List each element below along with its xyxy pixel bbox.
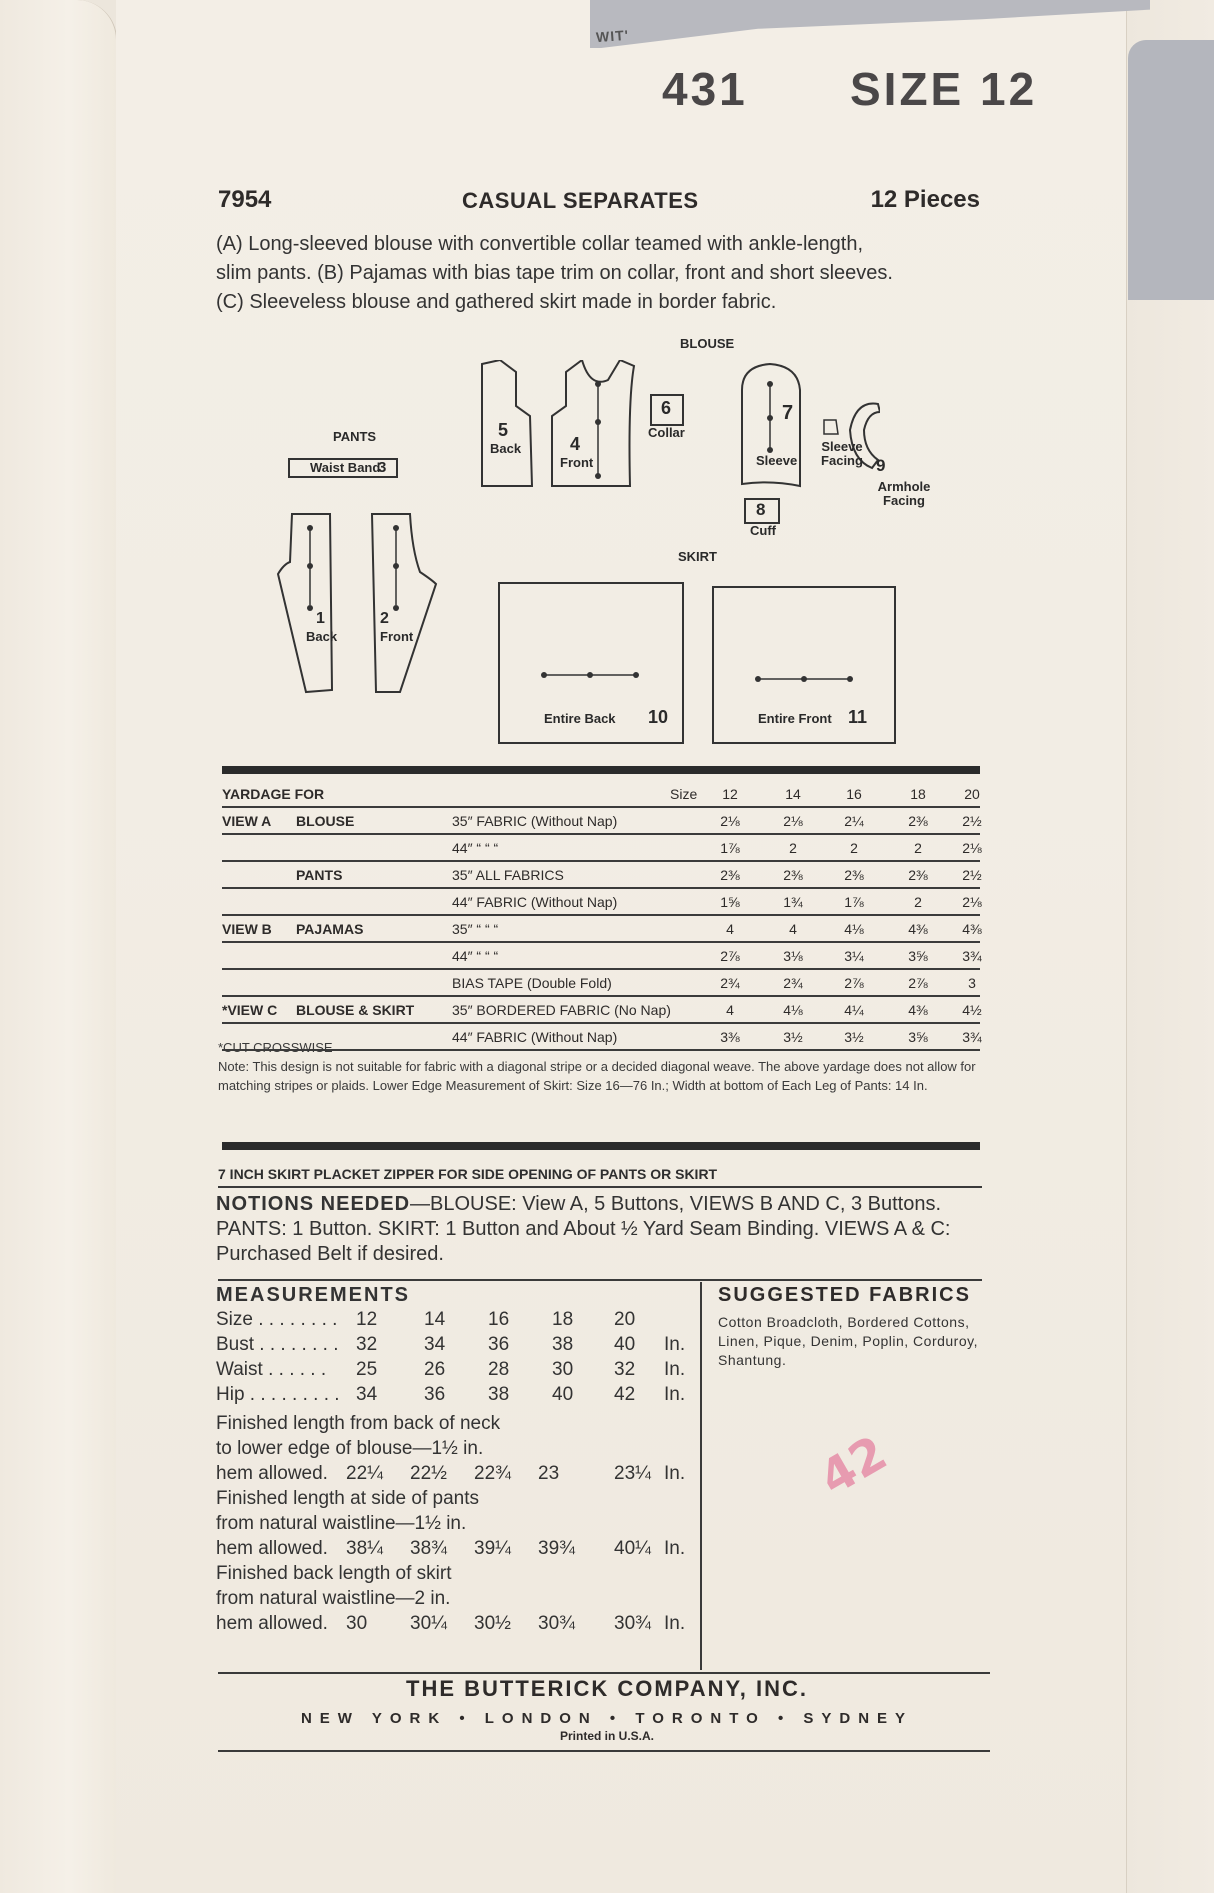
pattern-number: 7954 [218, 186, 272, 213]
length-desc: from natural waistline—1½ in. [216, 1513, 467, 1534]
measurement-value: 26 [424, 1359, 446, 1380]
measurement-value: 25 [356, 1359, 378, 1380]
measurement-value: 36 [488, 1334, 510, 1355]
pattern-description [216, 230, 986, 317]
yardage-header-label: YARDAGE FOR [222, 786, 325, 802]
yardage-value: 4⅜ [962, 921, 982, 937]
measurements-chart [216, 1284, 696, 1638]
yardage-value: 2⅛ [720, 813, 740, 829]
piece-waist-band [288, 458, 398, 478]
measurement-value: 39¾ [538, 1538, 575, 1559]
section-divider [222, 766, 980, 774]
yardage-value: 3⅜ [720, 1029, 740, 1045]
garment-label: BLOUSE & SKIRT [296, 1002, 415, 1018]
yardage-value: 4½ [962, 1002, 982, 1018]
measurement-unit: In. [664, 1334, 686, 1355]
yardage-value: 2¾ [720, 975, 740, 991]
measurement-value: 14 [424, 1309, 446, 1330]
piece-label: Front [380, 629, 414, 644]
length-desc: Finished length from back of neck [216, 1413, 501, 1434]
measurement-value: 30¼ [410, 1613, 447, 1634]
yardage-row [222, 943, 980, 970]
piece-number: 8 [756, 500, 766, 519]
piece-skirt-front [712, 586, 896, 744]
size-col: 16 [846, 786, 862, 802]
yardage-value: 2⅛ [962, 840, 982, 856]
section-label-blouse: BLOUSE [680, 336, 735, 351]
size-col: 18 [910, 786, 926, 802]
measurement-value: 38¼ [346, 1538, 383, 1559]
piece-label: Sleeve [756, 453, 798, 468]
envelope-left-flap [0, 0, 117, 1893]
fabric-label: 35″ “ “ “ [452, 921, 499, 937]
fabric-label: 35″ BORDERED FABRIC (No Nap) [452, 1002, 671, 1018]
measurement-value: 32 [614, 1359, 636, 1380]
garment-label: BLOUSE [296, 813, 355, 829]
pattern-pieces-diagram [270, 330, 970, 750]
measurement-label: hem allowed. [216, 1538, 328, 1559]
measurement-label: Waist . . . . . . [216, 1359, 327, 1380]
yardage-value: 1⅞ [720, 840, 740, 856]
yardage-row [222, 970, 980, 997]
measurement-value: 38 [552, 1334, 574, 1355]
piece-cuff [744, 498, 780, 524]
piece-label: Collar [648, 425, 685, 440]
yardage-value: 3½ [783, 1029, 803, 1045]
garment-label: PAJAMAS [296, 921, 364, 937]
suggested-fabrics [718, 1284, 980, 1370]
notions-text: —BLOUSE: View A, 5 Buttons, VIEWS B AND C, 3 Buttons. PANTS: 1 Button. SKIRT: 1 Button and About ½ Yard Seam Binding. VIEWS A & C: Purchased Belt if desired. [216, 1193, 951, 1265]
yardage-value: 4⅛ [844, 921, 864, 937]
size-col: 12 [722, 786, 738, 802]
yardage-value: 2⅛ [783, 813, 803, 829]
yardage-value: 2¾ [783, 975, 803, 991]
piece-label: Back [490, 441, 522, 456]
measurement-unit: In. [664, 1463, 686, 1484]
measurement-value: 23 [538, 1463, 560, 1484]
yardage-value: 3¾ [962, 1029, 982, 1045]
piece-number: 3 [378, 459, 387, 476]
measurement-value: 30 [552, 1359, 574, 1380]
yardage-value: 2⅞ [908, 975, 928, 991]
grainline-marker [540, 670, 640, 680]
yardage-value: 4⅛ [783, 1002, 803, 1018]
size-col: 14 [785, 786, 801, 802]
measurement-value: 40¼ [614, 1538, 651, 1559]
yardage-value: 2⅞ [844, 975, 864, 991]
title-row [218, 186, 980, 218]
yardage-value: 1⅞ [844, 894, 864, 910]
yardage-value: 3⅝ [908, 1029, 928, 1045]
measurement-value: 34 [356, 1384, 378, 1405]
measurement-value: 22¾ [474, 1463, 511, 1484]
yardage-row [222, 997, 980, 1024]
yardage-value: 2 [850, 840, 858, 856]
measurement-value: 42 [614, 1384, 636, 1405]
zipper-notion: 7 INCH SKIRT PLACKET ZIPPER FOR SIDE OPENING OF PANTS OR SKIRT [218, 1166, 718, 1182]
piece-number: 2 [380, 610, 389, 627]
cut-crosswise-note: *CUT CROSSWISE [218, 1040, 333, 1055]
measurement-row [216, 1384, 696, 1409]
view-label: *VIEW C [222, 1002, 278, 1018]
garment-label: PANTS [296, 867, 343, 883]
rule [218, 1750, 990, 1752]
notions-lead: NOTIONS NEEDED [216, 1193, 411, 1215]
length-desc: from natural waistline—2 in. [216, 1588, 451, 1609]
pants-pieces-svg [270, 510, 450, 710]
pattern-title: CASUAL SEPARATES [462, 188, 699, 213]
yardage-row [222, 835, 980, 862]
description-line: (A) Long-sleeved blouse with convertible collar teamed with ankle-length, [216, 233, 864, 255]
printed-in: Printed in U.S.A. [559, 1729, 654, 1743]
piece-label: Entire Back [544, 711, 616, 726]
measurement-value: 34 [424, 1334, 446, 1355]
measurement-value: 36 [424, 1384, 446, 1405]
view-label: VIEW B [222, 921, 272, 937]
yardage-value: 4⅜ [908, 1002, 928, 1018]
rule [218, 1672, 990, 1674]
yardage-value: 2⅛ [962, 894, 982, 910]
yardage-row [222, 889, 980, 916]
envelope-right-tab [1128, 40, 1214, 300]
yardage-value: 2 [914, 840, 922, 856]
length-desc: Finished length at side of pants [216, 1488, 480, 1509]
yardage-header-row [222, 784, 980, 808]
measurement-unit: In. [664, 1538, 686, 1559]
measurement-value: 40 [552, 1384, 574, 1405]
measurement-value: 40 [614, 1334, 636, 1355]
size-col: 20 [964, 786, 980, 802]
rule [218, 1279, 982, 1281]
yardage-value: 3⅛ [783, 948, 803, 964]
yardage-row [222, 916, 980, 943]
yardage-value: 2¼ [844, 813, 864, 829]
measurement-label: Hip . . . . . . . . . [216, 1384, 340, 1405]
piece-number: 5 [498, 420, 509, 440]
yardage-value: 3½ [844, 1029, 864, 1045]
yardage-row [222, 808, 980, 835]
measurement-unit: In. [664, 1384, 686, 1405]
description-line: slim pants. (B) Pajamas with bias tape trim on collar, front and short sleeves. [216, 262, 893, 284]
yardage-value: 4 [789, 921, 797, 937]
yardage-value: 2 [789, 840, 797, 856]
measurement-row [216, 1334, 696, 1359]
measurement-label: Size . . . . . . . . [216, 1309, 338, 1330]
description-line: (C) Sleeveless blouse and gathered skirt made in border fabric. [216, 291, 777, 313]
yardage-value: 4 [726, 1002, 734, 1018]
length-desc: Finished back length of skirt [216, 1563, 452, 1584]
measurement-label: hem allowed. [216, 1463, 328, 1484]
measurement-value: 28 [488, 1359, 510, 1380]
measurement-row [216, 1463, 696, 1488]
measurements-title: MEASUREMENTS [216, 1284, 411, 1306]
measurement-row [216, 1309, 696, 1334]
measurement-value: 30½ [474, 1613, 511, 1634]
measurement-value: 22¼ [346, 1463, 383, 1484]
measurement-label: Bust . . . . . . . . [216, 1334, 339, 1355]
company-cities: NEW YORK • LONDON • TORONTO • SYDNEY [300, 1710, 914, 1727]
stamp-size: SIZE 12 [850, 63, 1038, 115]
piece-number: 11 [848, 707, 868, 727]
yardage-value: 3 [968, 975, 976, 991]
rule [218, 1186, 982, 1188]
yardage-value: 2⅜ [908, 867, 928, 883]
measurement-value: 30¾ [538, 1613, 575, 1634]
column-divider [700, 1282, 702, 1670]
fabric-label: 35″ FABRIC (Without Nap) [452, 813, 618, 829]
measurement-label: hem allowed. [216, 1613, 328, 1634]
yardage-value: 3¼ [844, 948, 864, 964]
tab-fragment-text: WIT' [595, 26, 630, 46]
section-label-pants: PANTS [333, 429, 377, 444]
measurement-value: 38¾ [410, 1538, 447, 1559]
yardage-value: 2½ [962, 813, 982, 829]
piece-number: 4 [570, 434, 581, 454]
measurement-value: 38 [488, 1384, 510, 1405]
fabrics-title: SUGGESTED FABRICS [718, 1284, 971, 1306]
yardage-value: 3¾ [962, 948, 982, 964]
measurement-value: 16 [488, 1309, 510, 1330]
yardage-value: 2 [914, 894, 922, 910]
piece-label: Armhole Facing [877, 479, 931, 508]
handwritten-mark: 42 [810, 1425, 897, 1507]
yardage-value: 2⅜ [908, 813, 928, 829]
piece-number: 7 [782, 402, 794, 424]
yardage-value: 3⅝ [908, 948, 928, 964]
company-name: THE BUTTERICK COMPANY, INC. [406, 1676, 808, 1701]
piece-label: Cuff [750, 523, 776, 538]
fabrics-list: Cotton Broadcloth, Bordered Cottons, Linen, Pique, Denim, Poplin, Corduroy, Shantung. [718, 1314, 978, 1368]
size-label: Size [670, 786, 698, 802]
section-label-skirt: SKIRT [678, 549, 717, 564]
piece-label: Sleeve Facing [821, 439, 863, 468]
yardage-value: 4⅜ [908, 921, 928, 937]
yardage-value: 4 [726, 921, 734, 937]
view-label: VIEW A [222, 813, 272, 829]
length-desc: to lower edge of blouse—1½ in. [216, 1438, 484, 1459]
piece-label: Front [560, 455, 594, 470]
section-divider [222, 1142, 980, 1150]
piece-label: Waist Band [310, 460, 381, 475]
measurement-value: 39¼ [474, 1538, 511, 1559]
measurement-value: 12 [356, 1309, 378, 1330]
measurement-value: 32 [356, 1334, 378, 1355]
piece-number: 1 [316, 610, 325, 627]
fabric-label: 44″ “ “ “ [452, 840, 499, 856]
company-footer [222, 1676, 992, 1743]
yardage-table [222, 784, 980, 1051]
piece-label: Entire Front [758, 711, 832, 726]
measurement-value: 18 [552, 1309, 574, 1330]
fabric-label: 44″ FABRIC (Without Nap) [452, 894, 618, 910]
stamp-number: 431 [662, 63, 748, 115]
notions-needed [216, 1192, 990, 1267]
measurement-value: 22½ [410, 1463, 447, 1484]
yardage-notes [218, 1038, 984, 1095]
fabric-label: 44″ FABRIC (Without Nap) [452, 1029, 618, 1045]
piece-skirt-back [498, 582, 684, 744]
yardage-value: 1⅝ [720, 894, 740, 910]
measurement-row [216, 1538, 696, 1563]
piece-collar [650, 394, 684, 426]
grainline-marker [754, 674, 854, 684]
piece-label: Back [306, 629, 338, 644]
fabric-label: 44″ “ “ “ [452, 948, 499, 964]
yardage-row [222, 862, 980, 889]
measurement-unit: In. [664, 1359, 686, 1380]
yardage-value: 1¾ [783, 894, 803, 910]
yardage-value: 2⅞ [720, 948, 740, 964]
measurement-value: 20 [614, 1309, 636, 1330]
piece-number: 10 [648, 707, 669, 727]
yardage-value: 2⅜ [783, 867, 803, 883]
yardage-value: 2½ [962, 867, 982, 883]
piece-count: 12 Pieces [870, 186, 980, 213]
yardage-value: 2⅜ [720, 867, 740, 883]
measurement-value: 23¼ [614, 1463, 651, 1484]
measurement-row [216, 1359, 696, 1384]
fabric-note: Note: This design is not suitable for fabric with a diagonal stripe or a decided diagonal weave. The above yardage does not allow for matching stripes or plaids. Lower Edge Measurement of Skirt: Size 16—76 In.; Width at bottom of Each Leg of Pants: 14 In. [218, 1059, 976, 1093]
piece-number: 9 [876, 456, 886, 475]
measurement-value: 30 [346, 1613, 368, 1634]
measurement-value: 30¾ [614, 1613, 651, 1634]
yardage-value: 4¼ [844, 1002, 864, 1018]
fabric-label: BIAS TAPE (Double Fold) [452, 975, 612, 991]
piece-number: 6 [661, 398, 672, 418]
measurement-unit: In. [664, 1613, 686, 1634]
fabric-label: 35″ ALL FABRICS [452, 867, 564, 883]
yardage-value: 2⅜ [844, 867, 864, 883]
measurement-row [216, 1613, 696, 1638]
